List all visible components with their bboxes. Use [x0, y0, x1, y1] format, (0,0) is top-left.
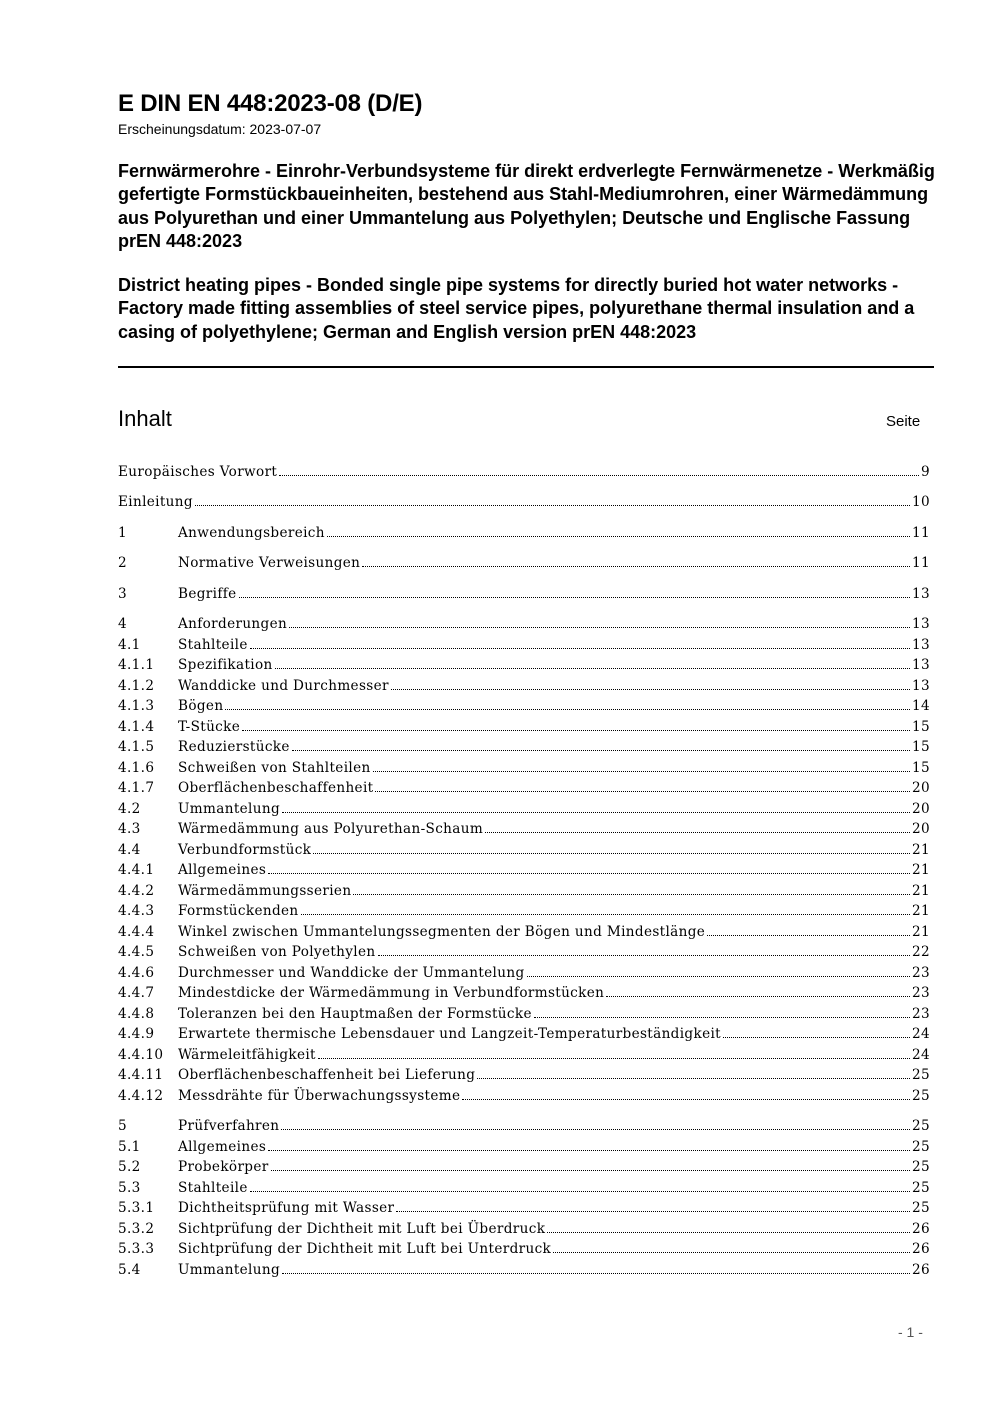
toc-entry-page: 15 — [912, 739, 930, 755]
toc-entry[interactable] — [118, 698, 930, 716]
toc-dot-leader — [239, 586, 911, 598]
toc-dot-leader — [723, 1026, 910, 1038]
toc-entry-title: Wärmeleitfähigkeit — [178, 1047, 316, 1063]
toc-dot-leader — [318, 1047, 910, 1059]
toc-entry-number: 1 — [118, 525, 127, 541]
toc-entry-title: Durchmesser und Wanddicke der Ummantelung — [178, 965, 525, 981]
toc-entry-number: 4.1 — [118, 637, 141, 653]
toc-dot-leader — [279, 464, 919, 476]
toc-dot-leader — [606, 985, 910, 997]
toc-entry-title: Erwartete thermische Lebensdauer und Langzeit-Temperaturbeständigkeit — [178, 1026, 721, 1042]
toc-entry-title: Spezifikation — [178, 657, 273, 673]
toc-entry-number: 4.4.2 — [118, 883, 155, 899]
toc-dot-leader — [281, 1118, 910, 1130]
toc-dot-leader — [292, 739, 910, 751]
toc-entry[interactable] — [118, 739, 930, 757]
toc-entry-title: Europäisches Vorwort — [118, 464, 278, 480]
toc-entry-page: 25 — [912, 1118, 930, 1134]
toc-dot-leader — [527, 965, 911, 977]
toc-entry-title: Allgemeines — [178, 1139, 267, 1155]
toc-entry-number: 4.2 — [118, 801, 141, 817]
toc-entry-number: 4.4.8 — [118, 1006, 155, 1022]
toc-entry-number: 4.1.6 — [118, 760, 155, 776]
toc-entry-title: Wanddicke und Durchmesser — [178, 678, 389, 694]
toc-dot-leader — [707, 924, 910, 936]
toc-entry-page: 23 — [912, 965, 930, 981]
toc-entry[interactable] — [118, 760, 930, 778]
toc-entry[interactable] — [118, 1026, 930, 1044]
toc-entry-page: 21 — [912, 842, 930, 858]
toc-entry-title: Sichtprüfung der Dichtheit mit Luft bei Unterdruck — [178, 1241, 552, 1257]
toc-entry-title: Sichtprüfung der Dichtheit mit Luft bei Überdruck — [178, 1221, 546, 1237]
toc-entry-page: 21 — [912, 883, 930, 899]
toc-entry-number: 4.4.12 — [118, 1088, 164, 1104]
toc-entry-number: 4.1.4 — [118, 719, 155, 735]
toc-entry-page: 23 — [912, 985, 930, 1001]
toc-entry-page: 26 — [912, 1241, 930, 1257]
toc-entry-number: 4.4.10 — [118, 1047, 164, 1063]
toc-entry[interactable] — [118, 1180, 930, 1198]
toc-entry-number: 4.4.3 — [118, 903, 155, 919]
toc-entry-page: 22 — [912, 944, 930, 960]
toc-entry-number: 5.3.2 — [118, 1221, 155, 1237]
toc-entry-title: Mindestdicke der Wärmedämmung in Verbundformstücken — [178, 985, 605, 1001]
toc-dot-leader — [396, 1200, 910, 1212]
toc-dot-leader — [250, 637, 910, 649]
toc-entry-page: 13 — [912, 586, 930, 602]
toc-entry-page: 25 — [912, 1139, 930, 1155]
toc-entry-title: Probekörper — [178, 1159, 269, 1175]
toc-entry-title: Schweißen von Polyethylen — [178, 944, 376, 960]
toc-entry[interactable] — [118, 924, 930, 942]
toc-entry-title: Stahlteile — [178, 637, 248, 653]
toc-dot-leader — [282, 1262, 910, 1274]
toc-dot-leader — [275, 657, 910, 669]
toc-entry[interactable] — [118, 821, 930, 839]
toc-entry-number: 4.4.6 — [118, 965, 155, 981]
toc-entry[interactable] — [118, 944, 930, 962]
toc-entry[interactable] — [118, 1139, 930, 1157]
document-id: E DIN EN 448:2023-08 (D/E) — [118, 90, 423, 117]
toc-entry-page: 9 — [921, 464, 930, 480]
toc-dot-leader — [477, 1067, 910, 1079]
toc-entry[interactable] — [118, 801, 930, 819]
toc-entry[interactable] — [118, 1200, 930, 1218]
toc-entry-page: 26 — [912, 1221, 930, 1237]
toc-dot-leader — [195, 494, 910, 506]
toc-entry-title: Winkel zwischen Ummantelungssegmenten der Bögen und Mindestlänge — [178, 924, 706, 940]
toc-entry-title: Bögen — [178, 698, 224, 714]
toc-dot-leader — [547, 1221, 910, 1233]
toc-entry[interactable] — [118, 842, 930, 860]
toc-entry-title: Ummantelung — [178, 1262, 281, 1278]
toc-entry[interactable] — [118, 1118, 930, 1136]
toc-entry-title: Wärmedämmung aus Polyurethan-Schaum — [178, 821, 484, 837]
toc-dot-leader — [268, 1139, 910, 1151]
toc-entry-number: 4.4 — [118, 842, 141, 858]
toc-entry-number: 5 — [118, 1118, 127, 1134]
toc-dot-leader — [534, 1006, 910, 1018]
toc-entry-number: 5.3 — [118, 1180, 141, 1196]
toc-entry-page: 20 — [912, 780, 930, 796]
toc-entry-number: 4.4.9 — [118, 1026, 155, 1042]
toc-dot-leader — [353, 883, 910, 895]
toc-entry-title: Toleranzen bei den Hauptmaßen der Formstücke — [178, 1006, 532, 1022]
toc-entry-title: Anforderungen — [178, 616, 288, 632]
toc-entry[interactable] — [118, 1067, 930, 1085]
toc-entry[interactable] — [118, 657, 930, 675]
toc-entry-number: 2 — [118, 555, 127, 571]
toc-entry-number: 4.1.7 — [118, 780, 155, 796]
toc-entry-number: 4 — [118, 616, 127, 632]
toc-entry[interactable] — [118, 985, 930, 1003]
toc-entry[interactable] — [118, 719, 930, 737]
toc-entry-title: Begriffe — [178, 586, 237, 602]
toc-entry-number: 4.4.11 — [118, 1067, 164, 1083]
toc-dot-leader — [225, 698, 910, 710]
toc-entry[interactable] — [118, 903, 930, 921]
toc-entry-number: 5.2 — [118, 1159, 141, 1175]
title-german: Fernwärmerohre - Einrohr-Verbundsysteme für direkt erdverlegte Fernwärmenetze - Werkmäßig gefertigte Formstückbaueinheiten, bestehend aus Stahl-Mediumrohren, einer Wärmedämmung aus Polyurethan und einer Ummantelung aus Polyethylen; Deutsche und Englische Fassung prEN 448:2023 — [118, 161, 935, 251]
title-english: District heating pipes - Bonded single pipe systems for directly buried hot water networks - Factory made fitting assemblies of steel service pipes, polyurethane thermal insulation and a casing of polyethylene; German and English version prEN 448:2023 — [118, 275, 915, 342]
toc-entry-title: Ummantelung — [178, 801, 281, 817]
toc-entry-page: 26 — [912, 1262, 930, 1278]
toc-entry-number: 4.1.5 — [118, 739, 155, 755]
toc-entry-page: 11 — [912, 525, 930, 541]
toc-entry-page: 25 — [912, 1067, 930, 1083]
toc-entry[interactable] — [118, 965, 930, 983]
toc-entry-title: Normative Verweisungen — [178, 555, 361, 571]
toc-dot-leader — [375, 780, 910, 792]
toc-entry[interactable] — [118, 1006, 930, 1024]
toc-entry-title: Oberflächenbeschaffenheit bei Lieferung — [178, 1067, 476, 1083]
toc-entry-title: Messdrähte für Überwachungssysteme — [178, 1088, 461, 1104]
toc-dot-leader — [327, 525, 910, 537]
toc-entry-title: Allgemeines — [178, 862, 267, 878]
toc-entry-title: Einleitung — [118, 494, 193, 510]
toc-dot-leader — [268, 862, 910, 874]
toc-entry[interactable] — [118, 1047, 930, 1065]
toc-entry-title: T-Stücke — [178, 719, 241, 735]
toc-entry[interactable] — [118, 1241, 930, 1259]
toc-dot-leader — [485, 821, 910, 833]
toc-entry-number: 4.1.2 — [118, 678, 155, 694]
toc-entry[interactable] — [118, 637, 930, 655]
toc-entry-title: Dichtheitsprüfung mit Wasser — [178, 1200, 395, 1216]
toc-entry-title: Oberflächenbeschaffenheit — [178, 780, 374, 796]
toc-entry-title: Prüfverfahren — [178, 1118, 280, 1134]
toc-dot-leader — [362, 555, 910, 567]
toc-entry-title: Formstückenden — [178, 903, 299, 919]
toc-entry-page: 20 — [912, 821, 930, 837]
toc-entry[interactable] — [118, 586, 930, 604]
toc-entry[interactable] — [118, 862, 930, 880]
publication-date: Erscheinungsdatum: 2023-07-07 — [118, 121, 322, 137]
toc-entry-page: 25 — [912, 1159, 930, 1175]
toc-entry-page: 25 — [912, 1088, 930, 1104]
toc-entry[interactable] — [118, 1088, 930, 1106]
toc-entry-title: Verbundformstück — [178, 842, 312, 858]
toc-dot-leader — [391, 678, 910, 690]
toc-entry-title: Reduzierstücke — [178, 739, 290, 755]
toc-entry[interactable] — [118, 555, 930, 573]
toc-entry-number: 4.3 — [118, 821, 141, 837]
toc-entry-number: 4.1.3 — [118, 698, 155, 714]
toc-entry-page: 13 — [912, 657, 930, 673]
toc-entry-page: 21 — [912, 903, 930, 919]
toc-entry[interactable] — [118, 678, 930, 696]
toc-entry-number: 3 — [118, 586, 127, 602]
toc-dot-leader — [282, 801, 910, 813]
toc-entry[interactable] — [118, 1159, 930, 1177]
toc-entry-page: 25 — [912, 1180, 930, 1196]
toc-dot-leader — [289, 616, 910, 628]
toc-entry-number: 5.1 — [118, 1139, 141, 1155]
toc-entry-number: 4.4.1 — [118, 862, 155, 878]
toc-dot-leader — [242, 719, 910, 731]
toc-dot-leader — [271, 1159, 910, 1171]
toc-entry-title: Stahlteile — [178, 1180, 248, 1196]
toc-entry[interactable] — [118, 464, 930, 482]
page-column-label: Seite — [886, 413, 921, 430]
toc-heading: Inhalt — [118, 406, 172, 431]
toc-entry[interactable] — [118, 494, 930, 512]
toc-entry-title: Wärmedämmungsserien — [178, 883, 352, 899]
toc-entry-number: 4.4.4 — [118, 924, 155, 940]
toc-entry-page: 13 — [912, 637, 930, 653]
toc-dot-leader — [313, 842, 910, 854]
toc-entry-page: 24 — [912, 1026, 930, 1042]
toc-entry-number: 5.3.3 — [118, 1241, 155, 1257]
toc-entry-number: 4.4.7 — [118, 985, 155, 1001]
toc-entry[interactable] — [118, 780, 930, 798]
toc-entry-number: 4.1.1 — [118, 657, 155, 673]
title-divider — [118, 366, 934, 368]
toc-entry-title: Anwendungsbereich — [178, 525, 325, 541]
toc-entry-page: 15 — [912, 719, 930, 735]
page-number: - 1 - — [898, 1324, 923, 1340]
toc-entry-page: 10 — [912, 494, 930, 510]
toc-entry-page: 15 — [912, 760, 930, 776]
toc-dot-leader — [250, 1180, 910, 1192]
toc-entry-page: 20 — [912, 801, 930, 817]
toc-entry-number: 5.4 — [118, 1262, 141, 1278]
toc-entry-page: 21 — [912, 924, 930, 940]
toc-entry-page: 13 — [912, 678, 930, 694]
toc-entry-page: 11 — [912, 555, 930, 571]
toc-entry[interactable] — [118, 883, 930, 901]
toc-entry[interactable] — [118, 1221, 930, 1239]
toc-entry-page: 13 — [912, 616, 930, 632]
toc-dot-leader — [373, 760, 910, 772]
toc-dot-leader — [301, 903, 910, 915]
toc-entry-page: 24 — [912, 1047, 930, 1063]
toc-entry-number: 5.3.1 — [118, 1200, 155, 1216]
toc-entry[interactable] — [118, 525, 930, 543]
toc-entry-number: 4.4.5 — [118, 944, 155, 960]
toc-dot-leader — [378, 944, 911, 956]
toc-dot-leader — [462, 1088, 910, 1100]
toc-entry-page: 23 — [912, 1006, 930, 1022]
toc-entry[interactable] — [118, 1262, 930, 1280]
toc-entry-title: Schweißen von Stahlteilen — [178, 760, 371, 776]
toc-entry[interactable] — [118, 616, 930, 634]
toc-entry-page: 14 — [912, 698, 930, 714]
toc-entry-page: 21 — [912, 862, 930, 878]
toc-entry-page: 25 — [912, 1200, 930, 1216]
toc-dot-leader — [553, 1241, 910, 1253]
